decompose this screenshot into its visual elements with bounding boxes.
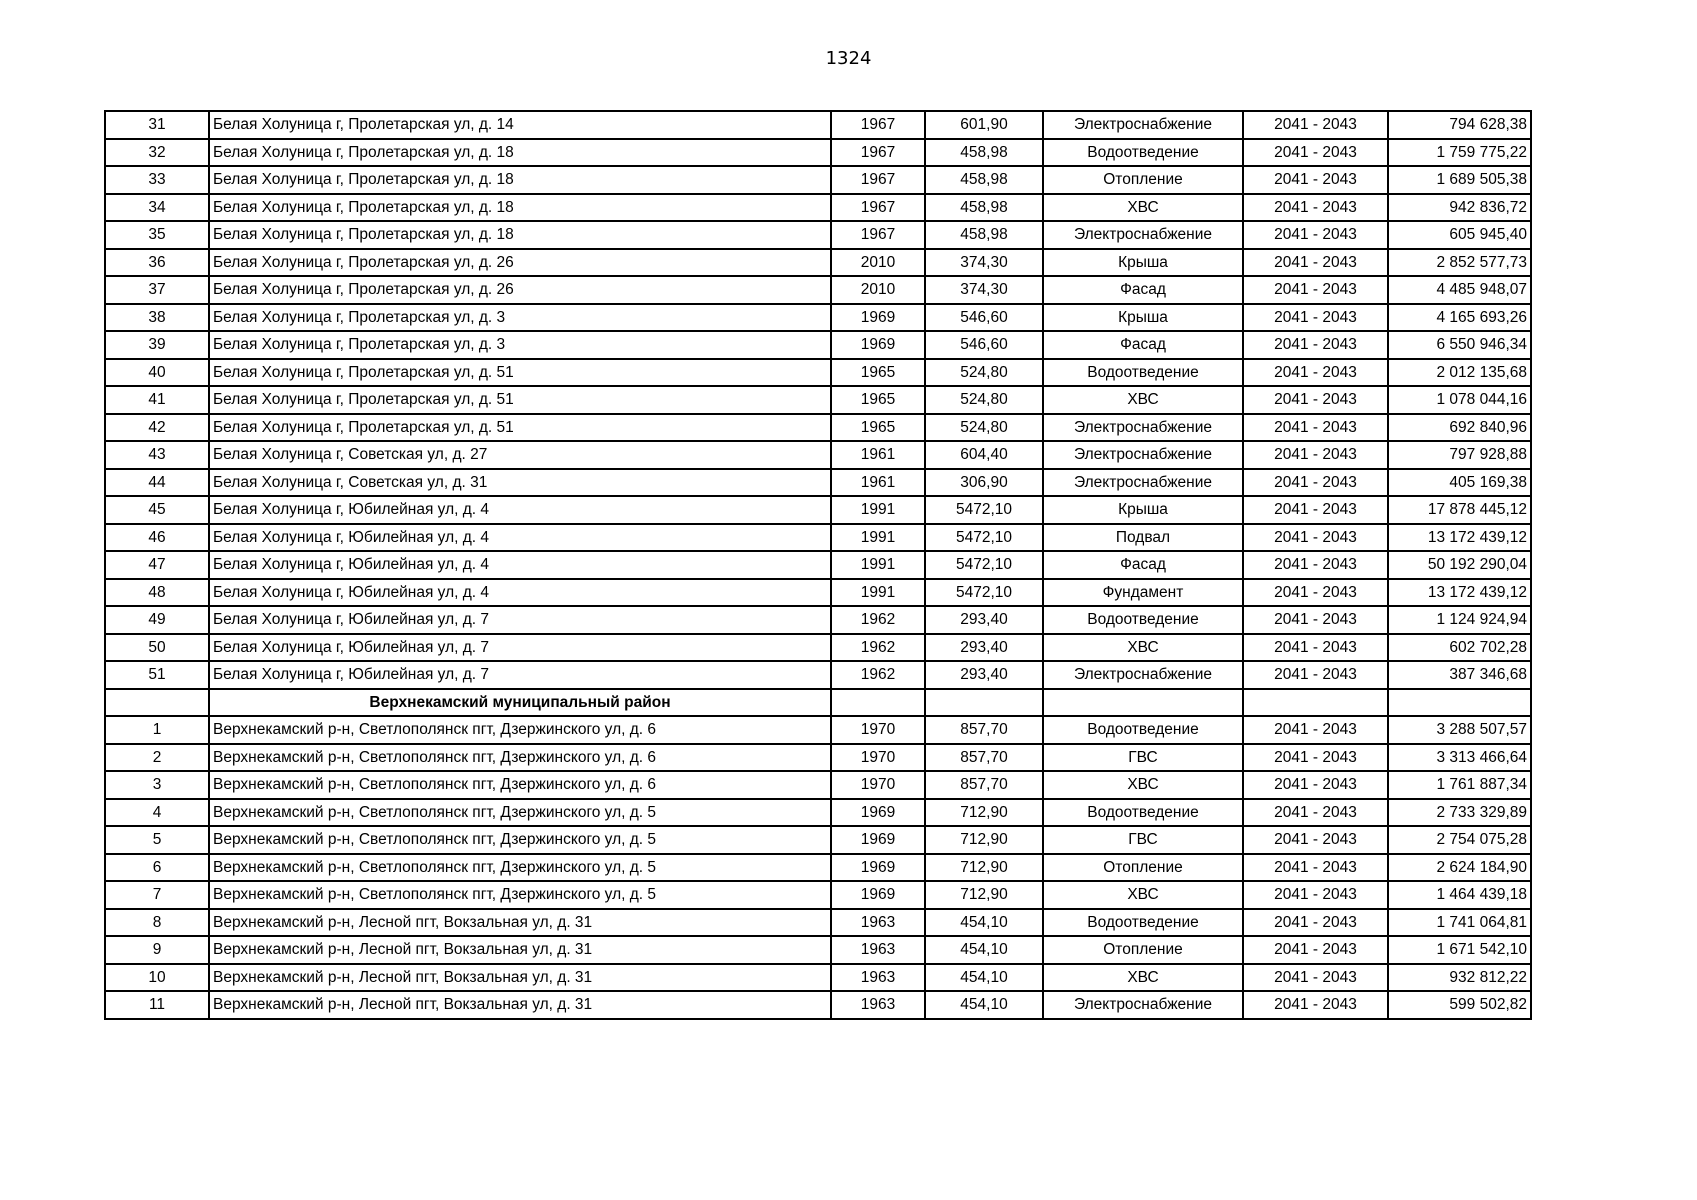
period-cell: 2041 - 2043 bbox=[1243, 716, 1388, 744]
cost-cell: 794 628,38 bbox=[1388, 111, 1531, 139]
area-cell: 712,90 bbox=[925, 826, 1043, 854]
cost-cell: 1 689 505,38 bbox=[1388, 166, 1531, 194]
year-built-cell: 1962 bbox=[831, 661, 925, 689]
page-number: 1324 bbox=[825, 48, 872, 69]
row-number-cell: 44 bbox=[105, 469, 209, 497]
year-built-cell: 1963 bbox=[831, 964, 925, 992]
cost-cell: 2 852 577,73 bbox=[1388, 249, 1531, 277]
row-number-cell: 5 bbox=[105, 826, 209, 854]
row-number-cell: 38 bbox=[105, 304, 209, 332]
table-row bbox=[105, 304, 1531, 332]
area-cell: 374,30 bbox=[925, 249, 1043, 277]
area-cell: 546,60 bbox=[925, 304, 1043, 332]
area-cell: 524,80 bbox=[925, 414, 1043, 442]
area-cell: 293,40 bbox=[925, 661, 1043, 689]
address-cell: Белая Холуница г, Пролетарская ул, д. 3 bbox=[209, 331, 831, 359]
row-number-cell: 11 bbox=[105, 991, 209, 1019]
year-built-cell: 1963 bbox=[831, 909, 925, 937]
work-type-cell: Фундамент bbox=[1043, 579, 1243, 607]
table-row bbox=[105, 551, 1531, 579]
year-built-cell: 1991 bbox=[831, 496, 925, 524]
row-number-cell: 51 bbox=[105, 661, 209, 689]
work-type-cell: Водоотведение bbox=[1043, 799, 1243, 827]
area-cell: 374,30 bbox=[925, 276, 1043, 304]
work-type-cell: Крыша bbox=[1043, 304, 1243, 332]
address-cell: Белая Холуница г, Юбилейная ул, д. 4 bbox=[209, 551, 831, 579]
cost-cell: 405 169,38 bbox=[1388, 469, 1531, 497]
area-cell: 5472,10 bbox=[925, 524, 1043, 552]
row-number-cell: 34 bbox=[105, 194, 209, 222]
year-built-cell: 1965 bbox=[831, 359, 925, 387]
period-cell: 2041 - 2043 bbox=[1243, 111, 1388, 139]
work-type-cell: Электроснабжение bbox=[1043, 414, 1243, 442]
row-number-cell: 3 bbox=[105, 771, 209, 799]
table-row bbox=[105, 799, 1531, 827]
table-row bbox=[105, 991, 1531, 1019]
address-cell: Белая Холуница г, Пролетарская ул, д. 26 bbox=[209, 249, 831, 277]
work-type-cell: Фасад bbox=[1043, 551, 1243, 579]
period-cell: 2041 - 2043 bbox=[1243, 331, 1388, 359]
year-built-cell: 1961 bbox=[831, 469, 925, 497]
cost-cell: 3 313 466,64 bbox=[1388, 744, 1531, 772]
cost-cell: 1 741 064,81 bbox=[1388, 909, 1531, 937]
cost-cell: 1 671 542,10 bbox=[1388, 936, 1531, 964]
row-number-cell: 37 bbox=[105, 276, 209, 304]
row-number-cell: 33 bbox=[105, 166, 209, 194]
address-cell: Верхнекамский р-н, Лесной пгт, Вокзальная ул, д. 31 bbox=[209, 936, 831, 964]
period-cell: 2041 - 2043 bbox=[1243, 194, 1388, 222]
row-number-cell: 45 bbox=[105, 496, 209, 524]
table-row bbox=[105, 276, 1531, 304]
work-type-cell: Водоотведение bbox=[1043, 606, 1243, 634]
empty-cell bbox=[831, 689, 925, 717]
work-type-cell: Водоотведение bbox=[1043, 909, 1243, 937]
work-type-cell: Электроснабжение bbox=[1043, 221, 1243, 249]
address-cell: Белая Холуница г, Пролетарская ул, д. 14 bbox=[209, 111, 831, 139]
period-cell: 2041 - 2043 bbox=[1243, 964, 1388, 992]
empty-cell bbox=[1243, 689, 1388, 717]
area-cell: 454,10 bbox=[925, 991, 1043, 1019]
row-number-cell: 8 bbox=[105, 909, 209, 937]
table-row bbox=[105, 716, 1531, 744]
row-number-cell: 35 bbox=[105, 221, 209, 249]
table-row bbox=[105, 936, 1531, 964]
row-number-cell: 2 bbox=[105, 744, 209, 772]
work-type-cell: ГВС bbox=[1043, 744, 1243, 772]
address-cell: Верхнекамский р-н, Светлополянск пгт, Дзержинского ул, д. 6 bbox=[209, 771, 831, 799]
table-row bbox=[105, 826, 1531, 854]
period-cell: 2041 - 2043 bbox=[1243, 826, 1388, 854]
row-number-cell: 49 bbox=[105, 606, 209, 634]
row-number-cell: 6 bbox=[105, 854, 209, 882]
row-number-cell: 4 bbox=[105, 799, 209, 827]
cost-cell: 2 754 075,28 bbox=[1388, 826, 1531, 854]
cost-cell: 50 192 290,04 bbox=[1388, 551, 1531, 579]
year-built-cell: 1961 bbox=[831, 441, 925, 469]
table-row bbox=[105, 194, 1531, 222]
row-number-cell: 36 bbox=[105, 249, 209, 277]
year-built-cell: 1963 bbox=[831, 991, 925, 1019]
work-type-cell: Водоотведение bbox=[1043, 716, 1243, 744]
work-type-cell: Подвал bbox=[1043, 524, 1243, 552]
address-cell: Белая Холуница г, Пролетарская ул, д. 51 bbox=[209, 414, 831, 442]
row-number-cell: 41 bbox=[105, 386, 209, 414]
address-cell: Верхнекамский р-н, Светлополянск пгт, Дзержинского ул, д. 5 bbox=[209, 854, 831, 882]
registry-table bbox=[104, 110, 1532, 1020]
table-row bbox=[105, 414, 1531, 442]
work-type-cell: Крыша bbox=[1043, 496, 1243, 524]
row-number-cell: 9 bbox=[105, 936, 209, 964]
cost-cell: 605 945,40 bbox=[1388, 221, 1531, 249]
table-row bbox=[105, 964, 1531, 992]
area-cell: 5472,10 bbox=[925, 579, 1043, 607]
address-cell: Белая Холуница г, Пролетарская ул, д. 51 bbox=[209, 359, 831, 387]
cost-cell: 2 624 184,90 bbox=[1388, 854, 1531, 882]
period-cell: 2041 - 2043 bbox=[1243, 441, 1388, 469]
period-cell: 2041 - 2043 bbox=[1243, 634, 1388, 662]
area-cell: 458,98 bbox=[925, 194, 1043, 222]
table-row bbox=[105, 359, 1531, 387]
year-built-cell: 1967 bbox=[831, 166, 925, 194]
year-built-cell: 1969 bbox=[831, 799, 925, 827]
period-cell: 2041 - 2043 bbox=[1243, 221, 1388, 249]
work-type-cell: ХВС bbox=[1043, 634, 1243, 662]
table-row bbox=[105, 166, 1531, 194]
row-number-cell: 31 bbox=[105, 111, 209, 139]
cost-cell: 1 078 044,16 bbox=[1388, 386, 1531, 414]
area-cell: 524,80 bbox=[925, 359, 1043, 387]
work-type-cell: ХВС bbox=[1043, 771, 1243, 799]
address-cell: Белая Холуница г, Советская ул, д. 27 bbox=[209, 441, 831, 469]
area-cell: 712,90 bbox=[925, 881, 1043, 909]
work-type-cell: ХВС bbox=[1043, 194, 1243, 222]
table-row bbox=[105, 771, 1531, 799]
year-built-cell: 1969 bbox=[831, 881, 925, 909]
period-cell: 2041 - 2043 bbox=[1243, 166, 1388, 194]
cost-cell: 599 502,82 bbox=[1388, 991, 1531, 1019]
year-built-cell: 1991 bbox=[831, 551, 925, 579]
table-row bbox=[105, 249, 1531, 277]
row-number-cell: 50 bbox=[105, 634, 209, 662]
address-cell: Белая Холуница г, Пролетарская ул, д. 18 bbox=[209, 221, 831, 249]
cost-cell: 3 288 507,57 bbox=[1388, 716, 1531, 744]
work-type-cell: ХВС bbox=[1043, 386, 1243, 414]
period-cell: 2041 - 2043 bbox=[1243, 249, 1388, 277]
area-cell: 454,10 bbox=[925, 909, 1043, 937]
work-type-cell: Крыша bbox=[1043, 249, 1243, 277]
work-type-cell: ХВС bbox=[1043, 964, 1243, 992]
row-number-cell: 47 bbox=[105, 551, 209, 579]
table-row bbox=[105, 469, 1531, 497]
cost-cell: 6 550 946,34 bbox=[1388, 331, 1531, 359]
year-built-cell: 2010 bbox=[831, 276, 925, 304]
work-type-cell: ГВС bbox=[1043, 826, 1243, 854]
year-built-cell: 1967 bbox=[831, 139, 925, 167]
section-title: Верхнекамский муниципальный район bbox=[209, 689, 831, 717]
address-cell: Верхнекамский р-н, Светлополянск пгт, Дзержинского ул, д. 5 bbox=[209, 826, 831, 854]
area-cell: 293,40 bbox=[925, 634, 1043, 662]
year-built-cell: 1969 bbox=[831, 854, 925, 882]
cost-cell: 4 165 693,26 bbox=[1388, 304, 1531, 332]
table-row bbox=[105, 909, 1531, 937]
area-cell: 604,40 bbox=[925, 441, 1043, 469]
period-cell: 2041 - 2043 bbox=[1243, 936, 1388, 964]
empty-cell bbox=[1043, 689, 1243, 717]
address-cell: Белая Холуница г, Пролетарская ул, д. 18 bbox=[209, 166, 831, 194]
period-cell: 2041 - 2043 bbox=[1243, 606, 1388, 634]
work-type-cell: Водоотведение bbox=[1043, 359, 1243, 387]
address-cell: Верхнекамский р-н, Лесной пгт, Вокзальная ул, д. 31 bbox=[209, 991, 831, 1019]
period-cell: 2041 - 2043 bbox=[1243, 579, 1388, 607]
area-cell: 712,90 bbox=[925, 854, 1043, 882]
period-cell: 2041 - 2043 bbox=[1243, 414, 1388, 442]
work-type-cell: Фасад bbox=[1043, 276, 1243, 304]
row-number-cell: 10 bbox=[105, 964, 209, 992]
year-built-cell: 1967 bbox=[831, 111, 925, 139]
address-cell: Белая Холуница г, Пролетарская ул, д. 18 bbox=[209, 194, 831, 222]
area-cell: 712,90 bbox=[925, 799, 1043, 827]
empty-cell bbox=[1388, 689, 1531, 717]
cost-cell: 932 812,22 bbox=[1388, 964, 1531, 992]
cost-cell: 4 485 948,07 bbox=[1388, 276, 1531, 304]
address-cell: Белая Холуница г, Пролетарская ул, д. 26 bbox=[209, 276, 831, 304]
cost-cell: 797 928,88 bbox=[1388, 441, 1531, 469]
cost-cell: 2 012 135,68 bbox=[1388, 359, 1531, 387]
cost-cell: 602 702,28 bbox=[1388, 634, 1531, 662]
table-row bbox=[105, 606, 1531, 634]
period-cell: 2041 - 2043 bbox=[1243, 359, 1388, 387]
year-built-cell: 1965 bbox=[831, 386, 925, 414]
address-cell: Верхнекамский р-н, Светлополянск пгт, Дзержинского ул, д. 6 bbox=[209, 744, 831, 772]
area-cell: 458,98 bbox=[925, 166, 1043, 194]
year-built-cell: 1963 bbox=[831, 936, 925, 964]
year-built-cell: 1962 bbox=[831, 634, 925, 662]
area-cell: 306,90 bbox=[925, 469, 1043, 497]
year-built-cell: 1970 bbox=[831, 771, 925, 799]
period-cell: 2041 - 2043 bbox=[1243, 909, 1388, 937]
area-cell: 454,10 bbox=[925, 936, 1043, 964]
row-number-cell: 42 bbox=[105, 414, 209, 442]
table-row bbox=[105, 441, 1531, 469]
table-row bbox=[105, 634, 1531, 662]
cost-cell: 942 836,72 bbox=[1388, 194, 1531, 222]
period-cell: 2041 - 2043 bbox=[1243, 771, 1388, 799]
area-cell: 5472,10 bbox=[925, 496, 1043, 524]
period-cell: 2041 - 2043 bbox=[1243, 661, 1388, 689]
address-cell: Белая Холуница г, Пролетарская ул, д. 51 bbox=[209, 386, 831, 414]
address-cell: Верхнекамский р-н, Светлополянск пгт, Дзержинского ул, д. 5 bbox=[209, 881, 831, 909]
address-cell: Белая Холуница г, Юбилейная ул, д. 7 bbox=[209, 634, 831, 662]
area-cell: 524,80 bbox=[925, 386, 1043, 414]
period-cell: 2041 - 2043 bbox=[1243, 304, 1388, 332]
address-cell: Верхнекамский р-н, Лесной пгт, Вокзальная ул, д. 31 bbox=[209, 909, 831, 937]
address-cell: Верхнекамский р-н, Светлополянск пгт, Дзержинского ул, д. 6 bbox=[209, 716, 831, 744]
period-cell: 2041 - 2043 bbox=[1243, 854, 1388, 882]
row-number-cell: 48 bbox=[105, 579, 209, 607]
year-built-cell: 1967 bbox=[831, 194, 925, 222]
row-number-cell: 40 bbox=[105, 359, 209, 387]
table-row bbox=[105, 221, 1531, 249]
table-row bbox=[105, 524, 1531, 552]
period-cell: 2041 - 2043 bbox=[1243, 524, 1388, 552]
area-cell: 5472,10 bbox=[925, 551, 1043, 579]
work-type-cell: Электроснабжение bbox=[1043, 661, 1243, 689]
work-type-cell: Отопление bbox=[1043, 854, 1243, 882]
cost-cell: 1 464 439,18 bbox=[1388, 881, 1531, 909]
table-row bbox=[105, 854, 1531, 882]
address-cell: Белая Холуница г, Юбилейная ул, д. 7 bbox=[209, 661, 831, 689]
area-cell: 857,70 bbox=[925, 771, 1043, 799]
period-cell: 2041 - 2043 bbox=[1243, 881, 1388, 909]
row-number-cell: 39 bbox=[105, 331, 209, 359]
table-row bbox=[105, 331, 1531, 359]
table-row bbox=[105, 496, 1531, 524]
work-type-cell: Водоотведение bbox=[1043, 139, 1243, 167]
area-cell: 857,70 bbox=[925, 744, 1043, 772]
table-row bbox=[105, 579, 1531, 607]
row-number-cell: 32 bbox=[105, 139, 209, 167]
address-cell: Белая Холуница г, Советская ул, д. 31 bbox=[209, 469, 831, 497]
cost-cell: 1 124 924,94 bbox=[1388, 606, 1531, 634]
address-cell: Верхнекамский р-н, Лесной пгт, Вокзальная ул, д. 31 bbox=[209, 964, 831, 992]
address-cell: Белая Холуница г, Юбилейная ул, д. 4 bbox=[209, 579, 831, 607]
year-built-cell: 2010 bbox=[831, 249, 925, 277]
year-built-cell: 1969 bbox=[831, 304, 925, 332]
table-row bbox=[105, 111, 1531, 139]
work-type-cell: Электроснабжение bbox=[1043, 469, 1243, 497]
row-number-cell bbox=[105, 689, 209, 717]
table-row bbox=[105, 386, 1531, 414]
work-type-cell: Отопление bbox=[1043, 166, 1243, 194]
year-built-cell: 1970 bbox=[831, 716, 925, 744]
address-cell: Белая Холуница г, Пролетарская ул, д. 18 bbox=[209, 139, 831, 167]
work-type-cell: Фасад bbox=[1043, 331, 1243, 359]
address-cell: Белая Холуница г, Юбилейная ул, д. 4 bbox=[209, 496, 831, 524]
address-cell: Белая Холуница г, Юбилейная ул, д. 4 bbox=[209, 524, 831, 552]
period-cell: 2041 - 2043 bbox=[1243, 139, 1388, 167]
row-number-cell: 43 bbox=[105, 441, 209, 469]
table-row bbox=[105, 744, 1531, 772]
cost-cell: 13 172 439,12 bbox=[1388, 579, 1531, 607]
period-cell: 2041 - 2043 bbox=[1243, 386, 1388, 414]
cost-cell: 1 759 775,22 bbox=[1388, 139, 1531, 167]
work-type-cell: Электроснабжение bbox=[1043, 111, 1243, 139]
cost-cell: 387 346,68 bbox=[1388, 661, 1531, 689]
cost-cell: 17 878 445,12 bbox=[1388, 496, 1531, 524]
address-cell: Белая Холуница г, Юбилейная ул, д. 7 bbox=[209, 606, 831, 634]
area-cell: 546,60 bbox=[925, 331, 1043, 359]
address-cell: Белая Холуница г, Пролетарская ул, д. 3 bbox=[209, 304, 831, 332]
work-type-cell: Отопление bbox=[1043, 936, 1243, 964]
period-cell: 2041 - 2043 bbox=[1243, 551, 1388, 579]
cost-cell: 13 172 439,12 bbox=[1388, 524, 1531, 552]
area-cell: 458,98 bbox=[925, 139, 1043, 167]
cost-cell: 692 840,96 bbox=[1388, 414, 1531, 442]
section-header-row bbox=[105, 689, 1531, 717]
work-type-cell: Электроснабжение bbox=[1043, 441, 1243, 469]
table-row bbox=[105, 139, 1531, 167]
year-built-cell: 1991 bbox=[831, 524, 925, 552]
period-cell: 2041 - 2043 bbox=[1243, 276, 1388, 304]
area-cell: 601,90 bbox=[925, 111, 1043, 139]
year-built-cell: 1969 bbox=[831, 331, 925, 359]
work-type-cell: Электроснабжение bbox=[1043, 991, 1243, 1019]
table-row bbox=[105, 881, 1531, 909]
row-number-cell: 1 bbox=[105, 716, 209, 744]
period-cell: 2041 - 2043 bbox=[1243, 469, 1388, 497]
table-row bbox=[105, 661, 1531, 689]
year-built-cell: 1991 bbox=[831, 579, 925, 607]
area-cell: 458,98 bbox=[925, 221, 1043, 249]
year-built-cell: 1970 bbox=[831, 744, 925, 772]
year-built-cell: 1965 bbox=[831, 414, 925, 442]
area-cell: 454,10 bbox=[925, 964, 1043, 992]
row-number-cell: 7 bbox=[105, 881, 209, 909]
year-built-cell: 1967 bbox=[831, 221, 925, 249]
area-cell: 293,40 bbox=[925, 606, 1043, 634]
period-cell: 2041 - 2043 bbox=[1243, 744, 1388, 772]
cost-cell: 2 733 329,89 bbox=[1388, 799, 1531, 827]
cost-cell: 1 761 887,34 bbox=[1388, 771, 1531, 799]
address-cell: Верхнекамский р-н, Светлополянск пгт, Дзержинского ул, д. 5 bbox=[209, 799, 831, 827]
period-cell: 2041 - 2043 bbox=[1243, 799, 1388, 827]
work-type-cell: ХВС bbox=[1043, 881, 1243, 909]
period-cell: 2041 - 2043 bbox=[1243, 496, 1388, 524]
row-number-cell: 46 bbox=[105, 524, 209, 552]
registry-body bbox=[105, 111, 1531, 1019]
period-cell: 2041 - 2043 bbox=[1243, 991, 1388, 1019]
empty-cell bbox=[925, 689, 1043, 717]
year-built-cell: 1969 bbox=[831, 826, 925, 854]
area-cell: 857,70 bbox=[925, 716, 1043, 744]
year-built-cell: 1962 bbox=[831, 606, 925, 634]
